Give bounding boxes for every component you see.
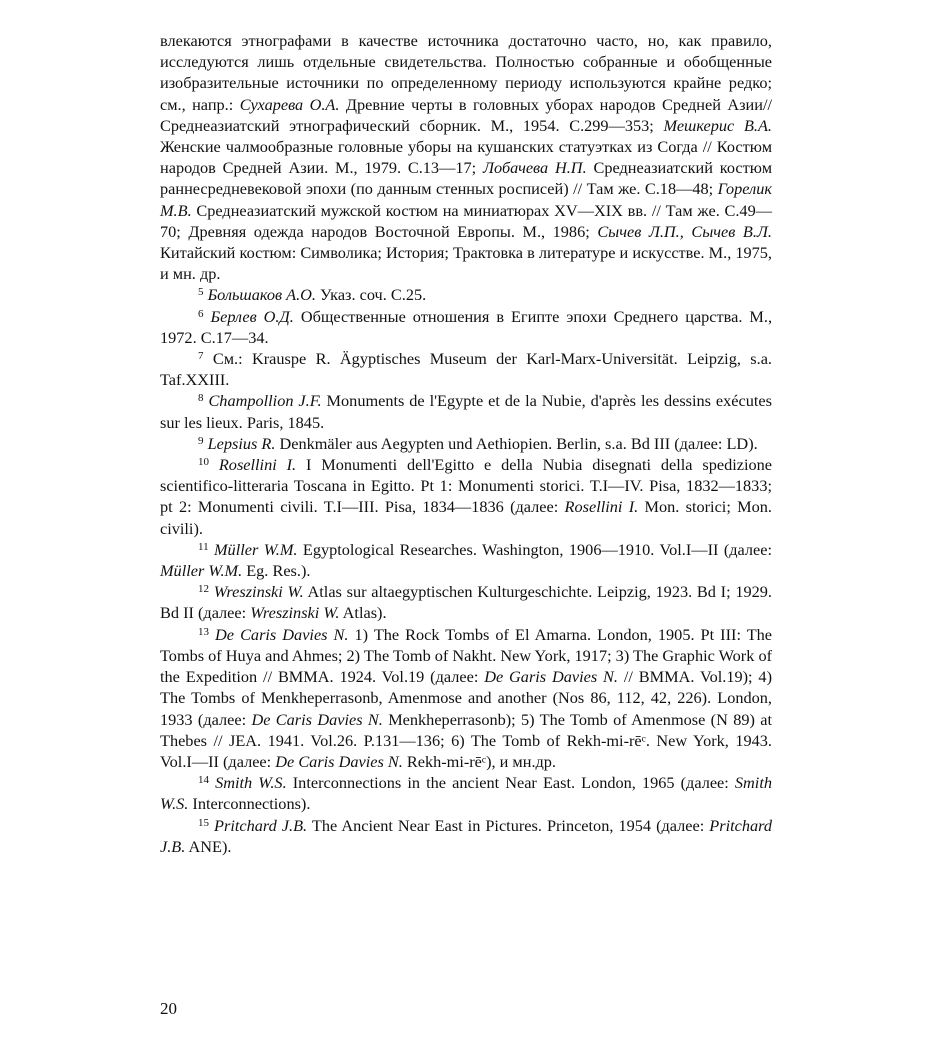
text-run: I Monumenti dell'Egitto e della Nubia disegnati della spedizione scientifico-litteraria Toscana in Egitto. Pt 1: Monumenti storici. T.I—IV. Pisa, 1832—1833; pt 2: Monumenti civili. T.I—III. Pisa, 1834—1836 (далее: <box>160 455 772 517</box>
footnote <box>160 284 772 305</box>
text-run: Atlas sur altaegyptischen Kulturgeschichte. Leipzig, 1923. Bd I; 1929. Bd II (далее: <box>160 582 772 623</box>
author-name: Wreszinski W. <box>213 582 304 602</box>
footnote-number: 12 <box>198 583 209 596</box>
author-name: De Caris Davies N. <box>275 751 403 771</box>
author-name: Lepsius R. <box>207 433 276 453</box>
footnote <box>160 772 772 814</box>
author-name: De Garis Davies N. <box>484 667 618 687</box>
text-run: Mon. storici; Mon. civili). <box>160 497 772 538</box>
text-run: Указ. соч. С.25. <box>315 285 427 305</box>
footnote <box>160 581 772 623</box>
text-run: Interconnections in the ancient Near East. London, 1965 (далее: <box>286 773 735 793</box>
author-name: Горелик М.В. <box>160 179 772 220</box>
footnote <box>160 624 772 772</box>
text-run: См.: Krauspe R. Ägyptisches Museum der Karl-Marx-Universität. Leipzig, s.a. Taf.XXIII. <box>160 349 772 390</box>
text-run: Atlas). <box>339 603 387 623</box>
footnote-number: 14 <box>198 774 209 787</box>
author-name: De Caris Davies N. <box>251 709 383 729</box>
author-name: Rosellini I. <box>218 455 297 475</box>
author-name: Большаков А.О. <box>207 285 316 305</box>
text-run: Eg. Res.). <box>242 561 311 581</box>
author-name: Rosellini I. <box>564 497 639 517</box>
text-run: Древние черты в головных уборах народов Средней Азии// Среднеазиатский этнографический сборник. М., 1954. С.299—353; <box>160 94 773 135</box>
footnote-number: 13 <box>198 625 209 638</box>
author-name: Берлев О.Д. <box>210 306 294 326</box>
text-run: The Ancient Near East in Pictures. Princeton, 1954 (далее: <box>307 815 710 835</box>
text-run: влекаются этнографами в качестве источника достаточно часто, но, как правило, исследуются лишь отдельные свидетельства. Полностью собранные и обобщенные изобразительные источники по определенному периоду используются крайне редко; см., напр.: <box>160 31 772 114</box>
footnotes-list <box>160 284 772 856</box>
text-run: Rekh-mi-rēᶜ), и мн.др. <box>402 751 557 771</box>
page-number: 20 <box>160 999 177 1018</box>
author-name: Мешкерис В.А. <box>663 115 772 135</box>
footnote <box>160 306 772 348</box>
footnote-number: 15 <box>198 816 209 829</box>
author-name: Pritchard J.B. <box>214 815 308 835</box>
author-name: Pritchard J.B. <box>160 815 773 856</box>
footnote-number: 7 <box>198 350 204 363</box>
author-name: Smith W.S. <box>160 773 772 814</box>
text-run: Egyptological Researches. Washington, 1906—1910. Vol.I—II (далее: <box>297 539 772 559</box>
footnote <box>160 433 772 454</box>
author-name: Müller W.M. <box>214 539 298 559</box>
footnote-number: 6 <box>198 307 204 320</box>
text-run: 1) The Rock Tombs of El Amarna. London, 1905. Pt III: The Tombs of Huya and Ahmes; 2) The Tomb of Nakht. New York, 1917; 3) The Graphic Work of the Expedition // BMMA. 1924. Vol.19 (далее: <box>160 624 773 687</box>
page-body <box>160 30 772 857</box>
text-run: Среднеазиатский мужской костюм на миниатюрах XV—XIX вв. // Там же. С.49—70; Древняя одежда народов Восточной Европы. М., 1986; <box>160 200 772 241</box>
author-name: Wreszinski W. <box>250 603 340 623</box>
author-name: Champollion J.F. <box>208 391 322 411</box>
footnote-number: 5 <box>198 286 204 299</box>
text-run: Общественные отношения в Египте эпохи Среднего царства. М., 1972. С.17—34. <box>160 306 773 347</box>
text-run: Женские чалмообразные головные уборы на кушанских статуэтках из Согда // Костюм народов Средней Азии. М., 1979. С.13—17; <box>160 137 772 178</box>
text-run: ANE). <box>185 836 232 856</box>
footnote <box>160 390 772 432</box>
footnote <box>160 348 772 390</box>
author-name: Müller W.M. <box>160 561 243 581</box>
footnote <box>160 454 772 539</box>
text-run: Китайский костюм: Символика; История; Трактовка в литературе и искусстве. М., 1975, и мн. др. <box>160 243 772 284</box>
intro-paragraph <box>160 30 772 284</box>
author-name: Лобачева Н.П. <box>483 158 587 178</box>
text-run: Среднеазиатский костюм раннесредневековой эпохи (по данным стенных росписей) // Там же. С.18—48; <box>160 158 772 199</box>
footnote-number: 9 <box>198 434 204 447</box>
text-run: Interconnections). <box>188 794 311 814</box>
text-run: Monuments de l'Egypte et de la Nubie, d'après les dessins exécutes sur les lieux. Paris, 1845. <box>160 391 772 432</box>
footnote-number: 10 <box>198 456 209 469</box>
footnote-number: 11 <box>198 540 209 553</box>
text-run: Denkmäler aus Aegypten und Aethiopien. Berlin, s.a. Bd III (далее: LD). <box>275 433 758 453</box>
text-run: // BMMA. Vol.19); 4) The Tombs of Menkheperrasonb, Amenmose and another (Nos 86, 112, 42, 226). London, 1933 (далее: <box>160 667 772 729</box>
text-run: Menkheperrasonb); 5) The Tomb of Amenmose (N 89) at Thebes // JEA. 1941. Vol.26. P.131—136; 6) The Tomb of Rekh-mi-rēᶜ. New York, 1943. Vol.I—II (далее: <box>160 709 773 771</box>
author-name: De Caris Davies N. <box>215 624 349 644</box>
author-name: Сухарева О.А. <box>239 94 340 114</box>
footnote-number: 8 <box>198 392 204 405</box>
author-name: Сычев Л.П., Сычев В.Л. <box>597 221 772 241</box>
footnote <box>160 815 772 857</box>
author-name: Smith W.S. <box>215 773 287 793</box>
footnote <box>160 539 772 581</box>
